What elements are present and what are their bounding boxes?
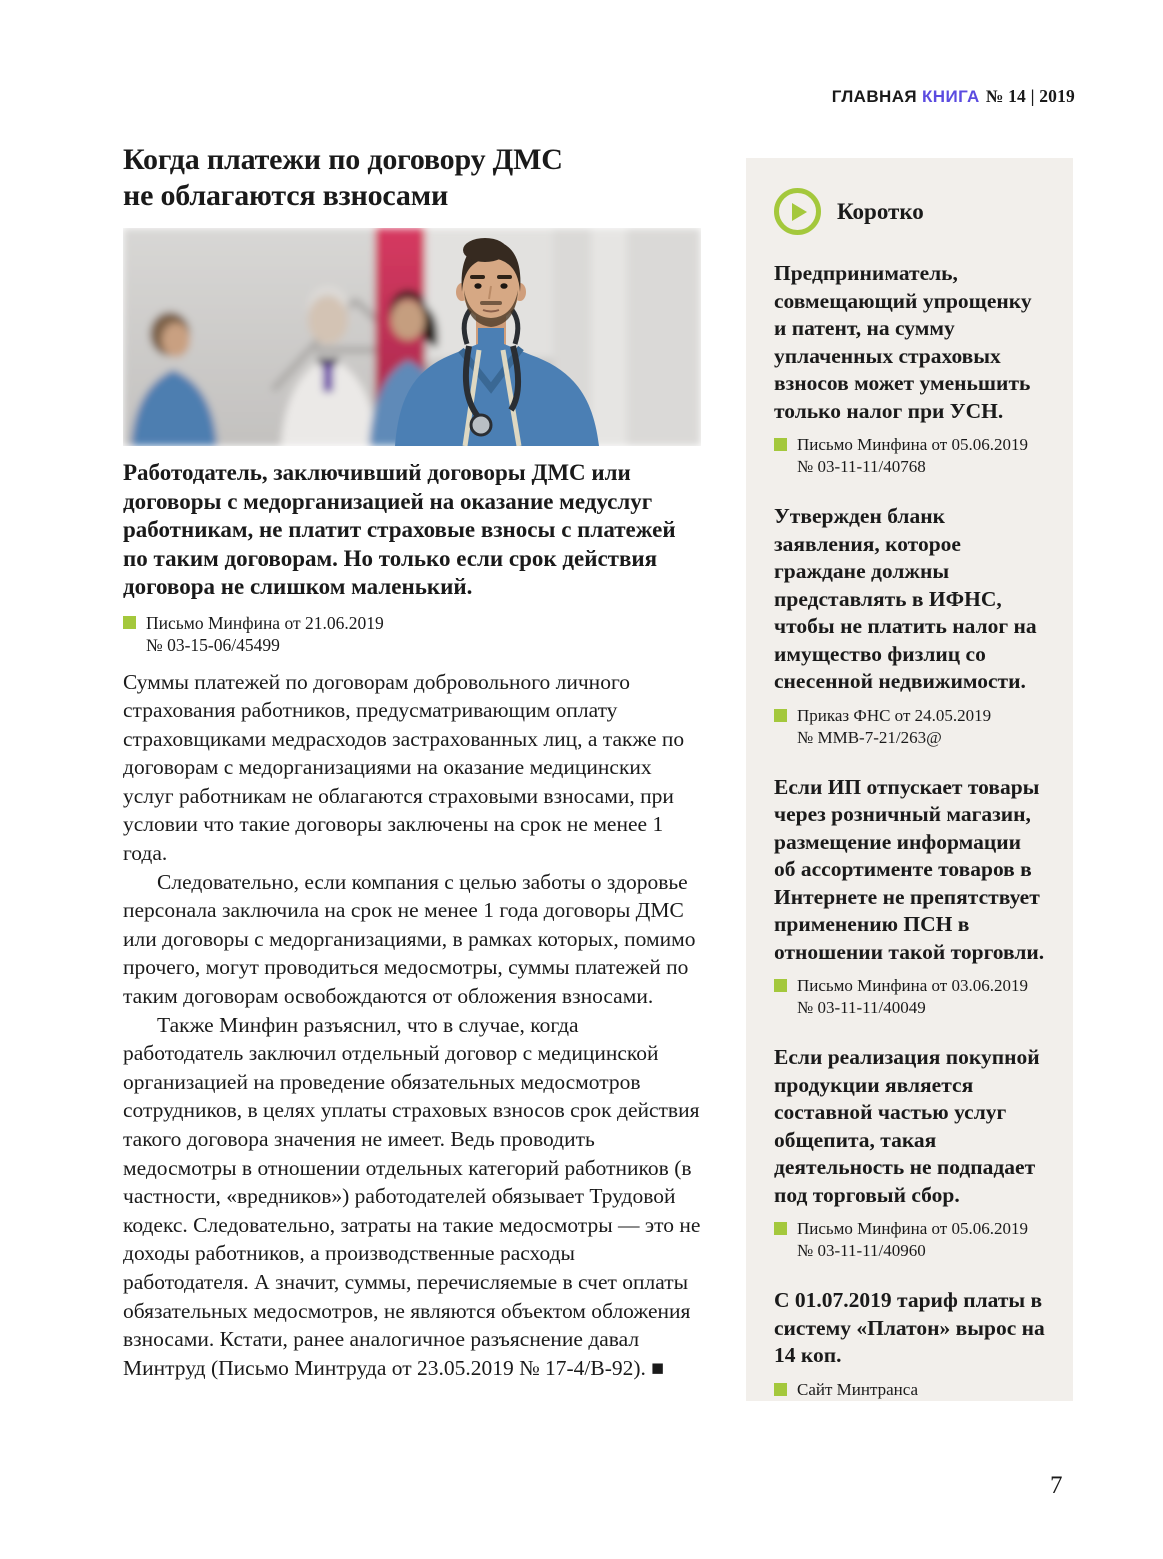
source-line1: Сайт Минтранса	[797, 1379, 919, 1399]
news-source-ref	[774, 975, 1045, 1019]
source-line2: № 03-11-11/40768	[797, 457, 926, 476]
source-bullet-icon	[123, 616, 136, 629]
source-text	[146, 612, 384, 656]
source-line1: Приказ ФНС от 24.05.2019	[797, 705, 992, 725]
article-source-ref	[123, 612, 701, 656]
news-text: Предприниматель, совмещающий упрощенку и патент, на сумму уплаченных страховых взносов может уменьшить только налог при УСН.	[774, 261, 1032, 423]
article-lead: Работодатель, заключивший договоры ДМС или договоры с медорганизацией на оказание медуслуг работникам, не платит страховые взносы с платежей по таким договорам. Но только если срок действия договора не слишком маленький.	[123, 460, 676, 599]
news-text: Утвержден бланк заявления, которое граждане должны представлять в ИФНС, чтобы не платить налог на имущество физлиц со снесенной недвижимости.	[774, 504, 1037, 693]
news-text: Если реализация покупной продукции является составной частью услуг общепита, такая деятельность не подпадает под торговый сбор.	[774, 1045, 1040, 1207]
news-source-ref	[774, 1218, 1045, 1262]
sidebar-news-item	[774, 503, 1045, 749]
source-line1: Письмо Минфина от 21.06.2019	[146, 612, 384, 633]
news-sidebar	[746, 158, 1073, 1401]
source-bullet-icon	[774, 1383, 787, 1396]
news-source-ref	[774, 434, 1045, 478]
news-text: Если ИП отпускает товары через розничный магазин, размещение информации об ассортименте товаров в Интернете не препятствует применению ПСН в отношении такой торговли.	[774, 774, 1045, 964]
source-line2: № 03-15-06/45499	[146, 634, 280, 655]
issue-number: № 14 | 2019	[985, 86, 1075, 106]
source-line2: № ММВ-7-21/263@	[797, 727, 942, 747]
sidebar-header	[774, 188, 1045, 235]
sidebar-news-item	[774, 1044, 1045, 1262]
sidebar-heading: Коротко	[837, 198, 924, 224]
source-bullet-icon	[774, 979, 787, 992]
brand-word-1: ГЛАВНАЯ	[831, 87, 918, 106]
source-bullet-icon	[774, 709, 787, 722]
article-title	[123, 142, 701, 214]
source-line1: Письмо Минфина от 05.06.2019	[797, 435, 1028, 454]
source-line2: № 03-11-11/40049	[797, 998, 926, 1017]
page-number: 7	[1050, 1472, 1063, 1499]
source-bullet-icon	[774, 1222, 787, 1235]
news-source-ref	[774, 1379, 1045, 1401]
running-head	[0, 86, 1075, 107]
news-text: С 01.07.2019 тариф платы в систему «Платон» вырос на 14 коп.	[774, 1288, 1045, 1367]
article-title-line2: не облагаются взносами	[123, 179, 449, 212]
play-icon	[774, 188, 821, 235]
article-column	[123, 142, 701, 1382]
article-paragraph: Следовательно, если компания с целью заботы о здоровье персонала заключила на срок не менее 1 года договоры ДМС или договоры с медорганизациями, в рамках которых, помимо прочего, могут проводиться медосмотры, суммы платежей по таким договорам освобождаются от обложения взносами.	[123, 869, 696, 1009]
news-source-ref	[774, 705, 1045, 749]
article-photo	[123, 228, 701, 446]
article-paragraph: Также Минфин разъяснил, что в случае, когда работодатель заключил отдельный договор с медицинской организацией на проведение обязательных медосмотров сотрудников, в целях уплаты страховых взносов срок действия такого договора значения не имеет. Ведь проводить медосмотры в отношении отдельных категорий работников (в частности, «вредников») работодателей обязывает Трудовой кодекс. Следовательно, затраты на такие медосмотры — это не доходы работников, а производственные расходы работодателя. А значит, суммы, перечисляемые в счет оплаты обязательных медосмотров, не являются объектом обложения взносами. Кстати, ранее аналогичное разъяснение давал Минтруд (Письмо Минтруда от 23.05.2019 № 17-4/В-92). ■	[123, 1012, 701, 1380]
article-body	[123, 668, 701, 1383]
sidebar-news-item	[774, 774, 1045, 1020]
sidebar-news-item	[774, 1287, 1045, 1401]
brand-word-2: КНИГА	[922, 87, 980, 106]
source-bullet-icon	[774, 438, 787, 451]
medical-staff-photo	[123, 228, 701, 446]
source-line1: Письмо Минфина от 03.06.2019	[797, 976, 1028, 995]
source-line2: № 03-11-11/40960	[797, 1241, 926, 1260]
source-line1: Письмо Минфина от 05.06.2019	[797, 1219, 1028, 1238]
article-paragraph: Суммы платежей по договорам добровольного личного страхования работников, предусматривающим оплату страховщиками медрасходов застрахованных лиц, а также по договорам с медорганизациями на оказание медицинских услуг работникам не облагаются страховыми взносами, при условии что такие договоры заключены на срок не менее 1 года.	[123, 669, 685, 866]
sidebar-news-item	[774, 260, 1045, 478]
article-title-line1: Когда платежи по договору ДМС	[123, 143, 563, 176]
